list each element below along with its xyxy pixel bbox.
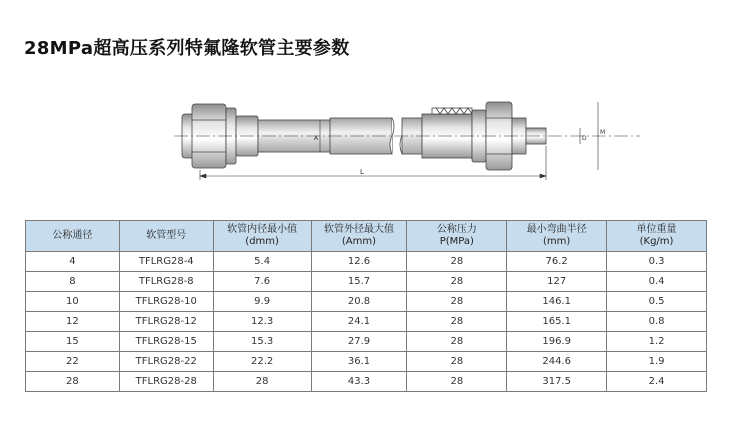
table-cell: 24.1 [311,312,407,332]
table-cell: 28 [407,252,507,272]
table-cell: 15.7 [311,272,407,292]
table-row [26,372,707,392]
table-cell: 12.3 [213,312,311,332]
table-cell: 9.9 [213,292,311,312]
table-cell: TFLRG28-22 [119,352,213,372]
table-cell: 28 [26,372,120,392]
table-cell: 28 [213,372,311,392]
table-cell: 76.2 [507,252,607,272]
table-cell: 165.1 [507,312,607,332]
table-row [26,312,707,332]
table-cell: 10 [26,292,120,312]
header-model: 软管型号 [119,221,213,252]
table-cell: 1.9 [607,352,707,372]
d-label: D [582,135,587,142]
table-cell: 0.8 [607,312,707,332]
table-cell: 244.6 [507,352,607,372]
table-cell: TFLRG28-28 [119,372,213,392]
header-outer-diameter: 软管外径最大值 (Amm) [311,221,407,252]
table-cell: 15 [26,332,120,352]
spec-table [25,220,707,392]
table-cell: TFLRG28-4 [119,252,213,272]
table-cell: 196.9 [507,332,607,352]
length-label: L [360,168,364,176]
table-cell: 20.8 [311,292,407,312]
header-pressure: 公称压力 P(MPa) [407,221,507,252]
header-bend-radius: 最小弯曲半径 (mm) [507,221,607,252]
table-row [26,272,707,292]
table-cell: 146.1 [507,292,607,312]
table-header-row [26,221,707,252]
table-cell: 127 [507,272,607,292]
table-cell: 1.2 [607,332,707,352]
table-cell: TFLRG28-8 [119,272,213,292]
table-cell: 28 [407,372,507,392]
table-row [26,352,707,372]
table-cell: 8 [26,272,120,292]
table-cell: 28 [407,312,507,332]
table-cell: TFLRG28-15 [119,332,213,352]
od-label: A [314,135,319,142]
table-cell: 22 [26,352,120,372]
table-cell: TFLRG28-10 [119,292,213,312]
table-cell: 27.9 [311,332,407,352]
table-cell: 28 [407,352,507,372]
table-cell: 5.4 [213,252,311,272]
hose-assembly-drawing [170,88,640,188]
header-nominal-diameter: 公称通径 [26,221,120,252]
table-cell: 15.3 [213,332,311,352]
table-row [26,332,707,352]
table-cell: 0.3 [607,252,707,272]
table-cell: 36.1 [311,352,407,372]
header-inner-diameter: 软管内径最小值 (dmm) [213,221,311,252]
table-cell: 22.2 [213,352,311,372]
table-cell: 7.6 [213,272,311,292]
table-cell: 12.6 [311,252,407,272]
table-cell: 43.3 [311,372,407,392]
page-title: 28MPa超高压系列特氟隆软管主要参数 [24,38,350,59]
table-cell: 2.4 [607,372,707,392]
table-cell: 317.5 [507,372,607,392]
table-cell: 0.4 [607,272,707,292]
table-cell: 12 [26,312,120,332]
table-cell: 4 [26,252,120,272]
table-cell: 28 [407,332,507,352]
table-cell: TFLRG28-12 [119,312,213,332]
table-cell: 0.5 [607,292,707,312]
table-cell: 28 [407,292,507,312]
m-label: M [600,129,606,136]
table-cell: 28 [407,272,507,292]
header-weight: 单位重量 (Kg/m) [607,221,707,252]
table-row [26,292,707,312]
table-row [26,252,707,272]
